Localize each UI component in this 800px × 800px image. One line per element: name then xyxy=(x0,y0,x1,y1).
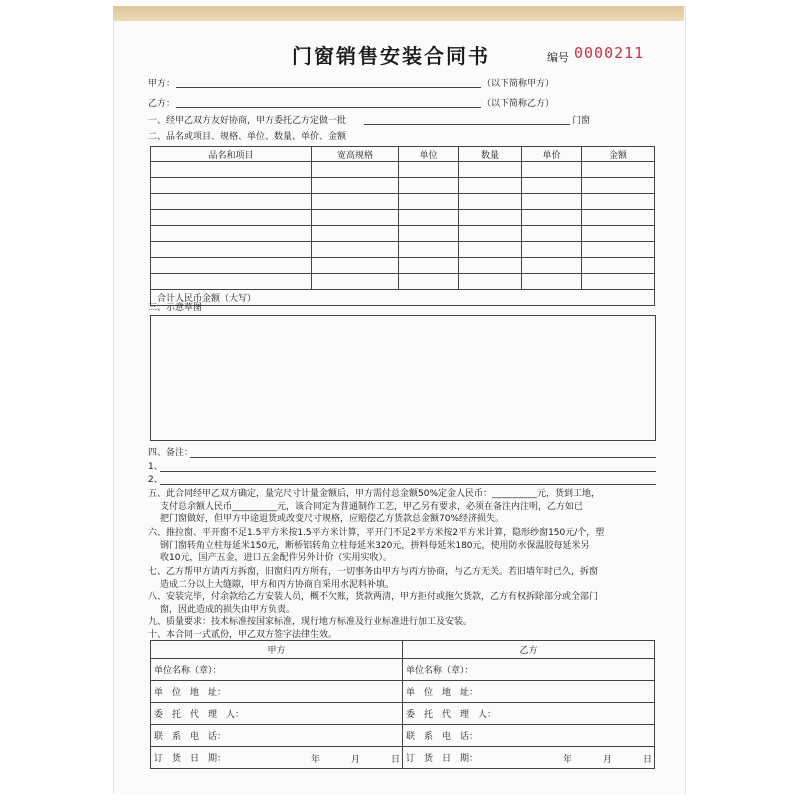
table-cell[interactable] xyxy=(582,274,655,290)
clause-7-line: 造成二分以上大缝隙，甲方和丙方协商自采用水泥料补填。 xyxy=(160,579,395,590)
table-cell[interactable] xyxy=(522,242,582,258)
party-b-phone-cell[interactable] xyxy=(403,725,655,747)
party-b-date-cell[interactable] xyxy=(403,747,655,769)
party-a-label: 甲方： xyxy=(148,79,176,89)
clause-4-heading: 四、备注： xyxy=(148,448,194,458)
table-cell[interactable] xyxy=(459,226,522,242)
table-cell[interactable] xyxy=(582,210,655,226)
remark-item-1: 1、 xyxy=(148,462,163,472)
table-header-row xyxy=(151,147,655,162)
party-a-address-cell[interactable] xyxy=(151,681,403,703)
table-total-row xyxy=(151,290,655,306)
clause-5 xyxy=(148,488,660,526)
clause-8 xyxy=(148,591,660,616)
agent-label: 委 托 代 理 人： xyxy=(154,710,245,720)
party-a-note: （以下简称甲方） xyxy=(482,79,555,89)
remark-line-1[interactable] xyxy=(160,471,656,472)
signature-row xyxy=(151,681,655,703)
table-cell[interactable] xyxy=(399,242,459,258)
company-label: 单位名称（章）： xyxy=(154,666,222,676)
phone-label: 联 系 电 话： xyxy=(154,732,227,742)
table-cell[interactable] xyxy=(459,178,522,194)
table-cell[interactable] xyxy=(522,162,582,178)
party-b-address-cell[interactable] xyxy=(403,681,655,703)
party-a-header: 甲方 xyxy=(151,641,403,659)
clause-1-suffix: 门窗 xyxy=(572,116,591,126)
remark-item-2: 2、 xyxy=(148,475,163,485)
table-cell[interactable] xyxy=(151,226,312,242)
day-label: 日 xyxy=(643,755,653,765)
table-row xyxy=(151,242,655,258)
clause-2-heading: 二、品名或项目、规格、单位、数量、单价、金额 xyxy=(148,132,347,142)
table-row xyxy=(151,210,655,226)
clause-8-line: 八、安装完毕，付余款给乙方安装人员，概不欠账，货款两清，甲方拒付或拖欠货款，乙方有权拆除部分或全部门 xyxy=(148,592,599,602)
party-b-label: 乙方： xyxy=(148,99,176,109)
clause-6 xyxy=(148,527,660,565)
party-b-agent-cell[interactable] xyxy=(403,703,655,725)
table-cell[interactable] xyxy=(399,194,459,210)
agent-label: 委 托 代 理 人： xyxy=(406,710,497,720)
table-cell[interactable] xyxy=(582,178,655,194)
table-cell[interactable] xyxy=(151,274,312,290)
table-cell[interactable] xyxy=(151,242,312,258)
table-cell[interactable] xyxy=(399,274,459,290)
clause-7 xyxy=(148,566,660,591)
signature-row xyxy=(151,725,655,747)
table-row xyxy=(151,178,655,194)
clause-6-line: 收10元，国产五金，进口五金配件另外计价（实用实收）。 xyxy=(160,553,392,563)
table-cell[interactable] xyxy=(312,258,399,274)
clause-3-heading: 三、示意草图 xyxy=(148,303,203,313)
table-cell[interactable] xyxy=(459,162,522,178)
table-cell[interactable] xyxy=(522,194,582,210)
clause-1-text: 一、经甲乙双方友好协商，甲方委托乙方定做一批 xyxy=(148,116,347,126)
table-cell[interactable] xyxy=(522,226,582,242)
table-row xyxy=(151,194,655,210)
table-cell[interactable] xyxy=(312,178,399,194)
company-label: 单位名称（章）： xyxy=(406,666,474,676)
serial-label: 编号 xyxy=(547,51,569,64)
table-cell[interactable] xyxy=(399,226,459,242)
table-cell[interactable] xyxy=(459,242,522,258)
table-row xyxy=(151,226,655,242)
signature-header-row xyxy=(151,641,655,659)
party-b-note: （以下简称乙方） xyxy=(482,99,555,109)
party-b-field[interactable] xyxy=(176,107,481,108)
table-cell[interactable] xyxy=(151,178,312,194)
remark-line-2[interactable] xyxy=(160,484,656,485)
table-cell[interactable] xyxy=(312,226,399,242)
month-label: 月 xyxy=(603,755,613,765)
table-cell[interactable] xyxy=(312,194,399,210)
party-b-header: 乙方 xyxy=(403,641,655,659)
table-cell[interactable] xyxy=(151,194,312,210)
column-header: 数量 xyxy=(459,147,522,162)
clause-9-line: 九、质量要求：技术标准按国家标准，现行地方标准及行业标准进行加工及安装。 xyxy=(148,617,473,627)
clause-10-line: 十、本合同一式贰份，甲乙双方签字法律生效。 xyxy=(148,630,338,640)
signature-row xyxy=(151,703,655,725)
table-cell[interactable] xyxy=(522,178,582,194)
month-label: 月 xyxy=(351,755,361,765)
table-cell[interactable] xyxy=(399,162,459,178)
column-header: 单价 xyxy=(522,147,582,162)
year-label: 年 xyxy=(563,755,573,765)
table-cell[interactable] xyxy=(582,226,655,242)
page-title: 门窗销售安装合同书 xyxy=(292,44,490,68)
table-cell[interactable] xyxy=(399,258,459,274)
day-label: 日 xyxy=(391,755,401,765)
clause-8-line: 窗，因此造成的损失由甲方负责。 xyxy=(160,604,296,615)
serial-number: 0000211 xyxy=(574,44,645,62)
table-cell[interactable] xyxy=(399,210,459,226)
sketch-area[interactable] xyxy=(150,315,656,441)
column-header: 单位 xyxy=(399,147,459,162)
clause-6-line: 钢门窗转角立柱每延米150元，断桥铝转角立柱每延米320元，拼料每延米180元，使用防水保温胶每延米另 xyxy=(160,540,590,551)
clause-9 xyxy=(148,616,660,629)
party-a-agent-cell[interactable] xyxy=(151,703,403,725)
signature-row xyxy=(151,659,655,681)
date-label: 订 货 日 期： xyxy=(406,754,479,764)
clause-7-line: 七、乙方帮甲方请丙方拆窗，旧窗归丙方所有，一切事务由甲方与丙方协商，与乙方无关。若旧墙年时已久，拆窗 xyxy=(148,567,599,577)
party-a-company-cell[interactable] xyxy=(151,659,403,681)
total-amount-label[interactable]: 合计人民币金额（大写） xyxy=(151,290,655,306)
table-cell[interactable] xyxy=(459,194,522,210)
clause-5-line: 支付总余额人民币__________元，该合同定为普通制作工艺，甲乙另有要求，必须在备注内注明，乙方如已 xyxy=(160,501,584,512)
table-cell[interactable] xyxy=(582,194,655,210)
column-header: 品名和项目 xyxy=(151,147,312,162)
clause-1-field[interactable] xyxy=(364,124,570,125)
table-cell[interactable] xyxy=(522,210,582,226)
party-b-company-cell[interactable] xyxy=(403,659,655,681)
signature-table xyxy=(150,640,655,769)
address-label: 单 位 地 址： xyxy=(406,688,479,698)
column-header: 金额 xyxy=(582,147,655,162)
table-cell[interactable] xyxy=(312,210,399,226)
table-cell[interactable] xyxy=(582,242,655,258)
table-cell[interactable] xyxy=(399,178,459,194)
column-header: 宽高规格 xyxy=(312,147,399,162)
signature-row xyxy=(151,747,655,769)
table-cell[interactable] xyxy=(522,274,582,290)
items-table xyxy=(150,146,655,306)
table-cell[interactable] xyxy=(312,242,399,258)
table-cell[interactable] xyxy=(151,162,312,178)
table-cell[interactable] xyxy=(312,274,399,290)
remark-line-0[interactable] xyxy=(190,457,656,458)
table-cell[interactable] xyxy=(459,210,522,226)
table-cell[interactable] xyxy=(582,258,655,274)
table-cell[interactable] xyxy=(459,258,522,274)
table-row xyxy=(151,258,655,274)
table-cell[interactable] xyxy=(151,210,312,226)
party-a-date-cell[interactable] xyxy=(151,747,403,769)
address-label: 单 位 地 址： xyxy=(154,688,227,698)
party-a-field[interactable] xyxy=(176,87,481,88)
party-a-phone-cell[interactable] xyxy=(151,725,403,747)
year-label: 年 xyxy=(311,755,321,765)
clause-5-line: 把门窗做好，但甲方中途退货或改变尺寸规格，应赔偿乙方货款总金额70%经济损失。 xyxy=(160,514,505,524)
date-label: 订 货 日 期： xyxy=(154,754,227,764)
table-row xyxy=(151,162,655,178)
table-cell[interactable] xyxy=(151,258,312,274)
table-row xyxy=(151,274,655,290)
table-cell[interactable] xyxy=(312,162,399,178)
table-cell[interactable] xyxy=(522,258,582,274)
table-cell[interactable] xyxy=(459,274,522,290)
clause-5-line: 五、此合同经甲乙双方确定，量完尺寸计量金额后，甲方需付总金额50%定金人民币：__________元，货到工地， xyxy=(148,489,601,499)
clause-6-line: 六、推拉窗、平开窗不足1.5平方米按1.5平方米计算，平开门不足2平方米按2平方米计算，隐形纱窗150元/个，塑 xyxy=(148,528,605,538)
phone-label: 联 系 电 话： xyxy=(406,732,479,742)
table-cell[interactable] xyxy=(582,162,655,178)
binding-strip xyxy=(113,6,684,21)
